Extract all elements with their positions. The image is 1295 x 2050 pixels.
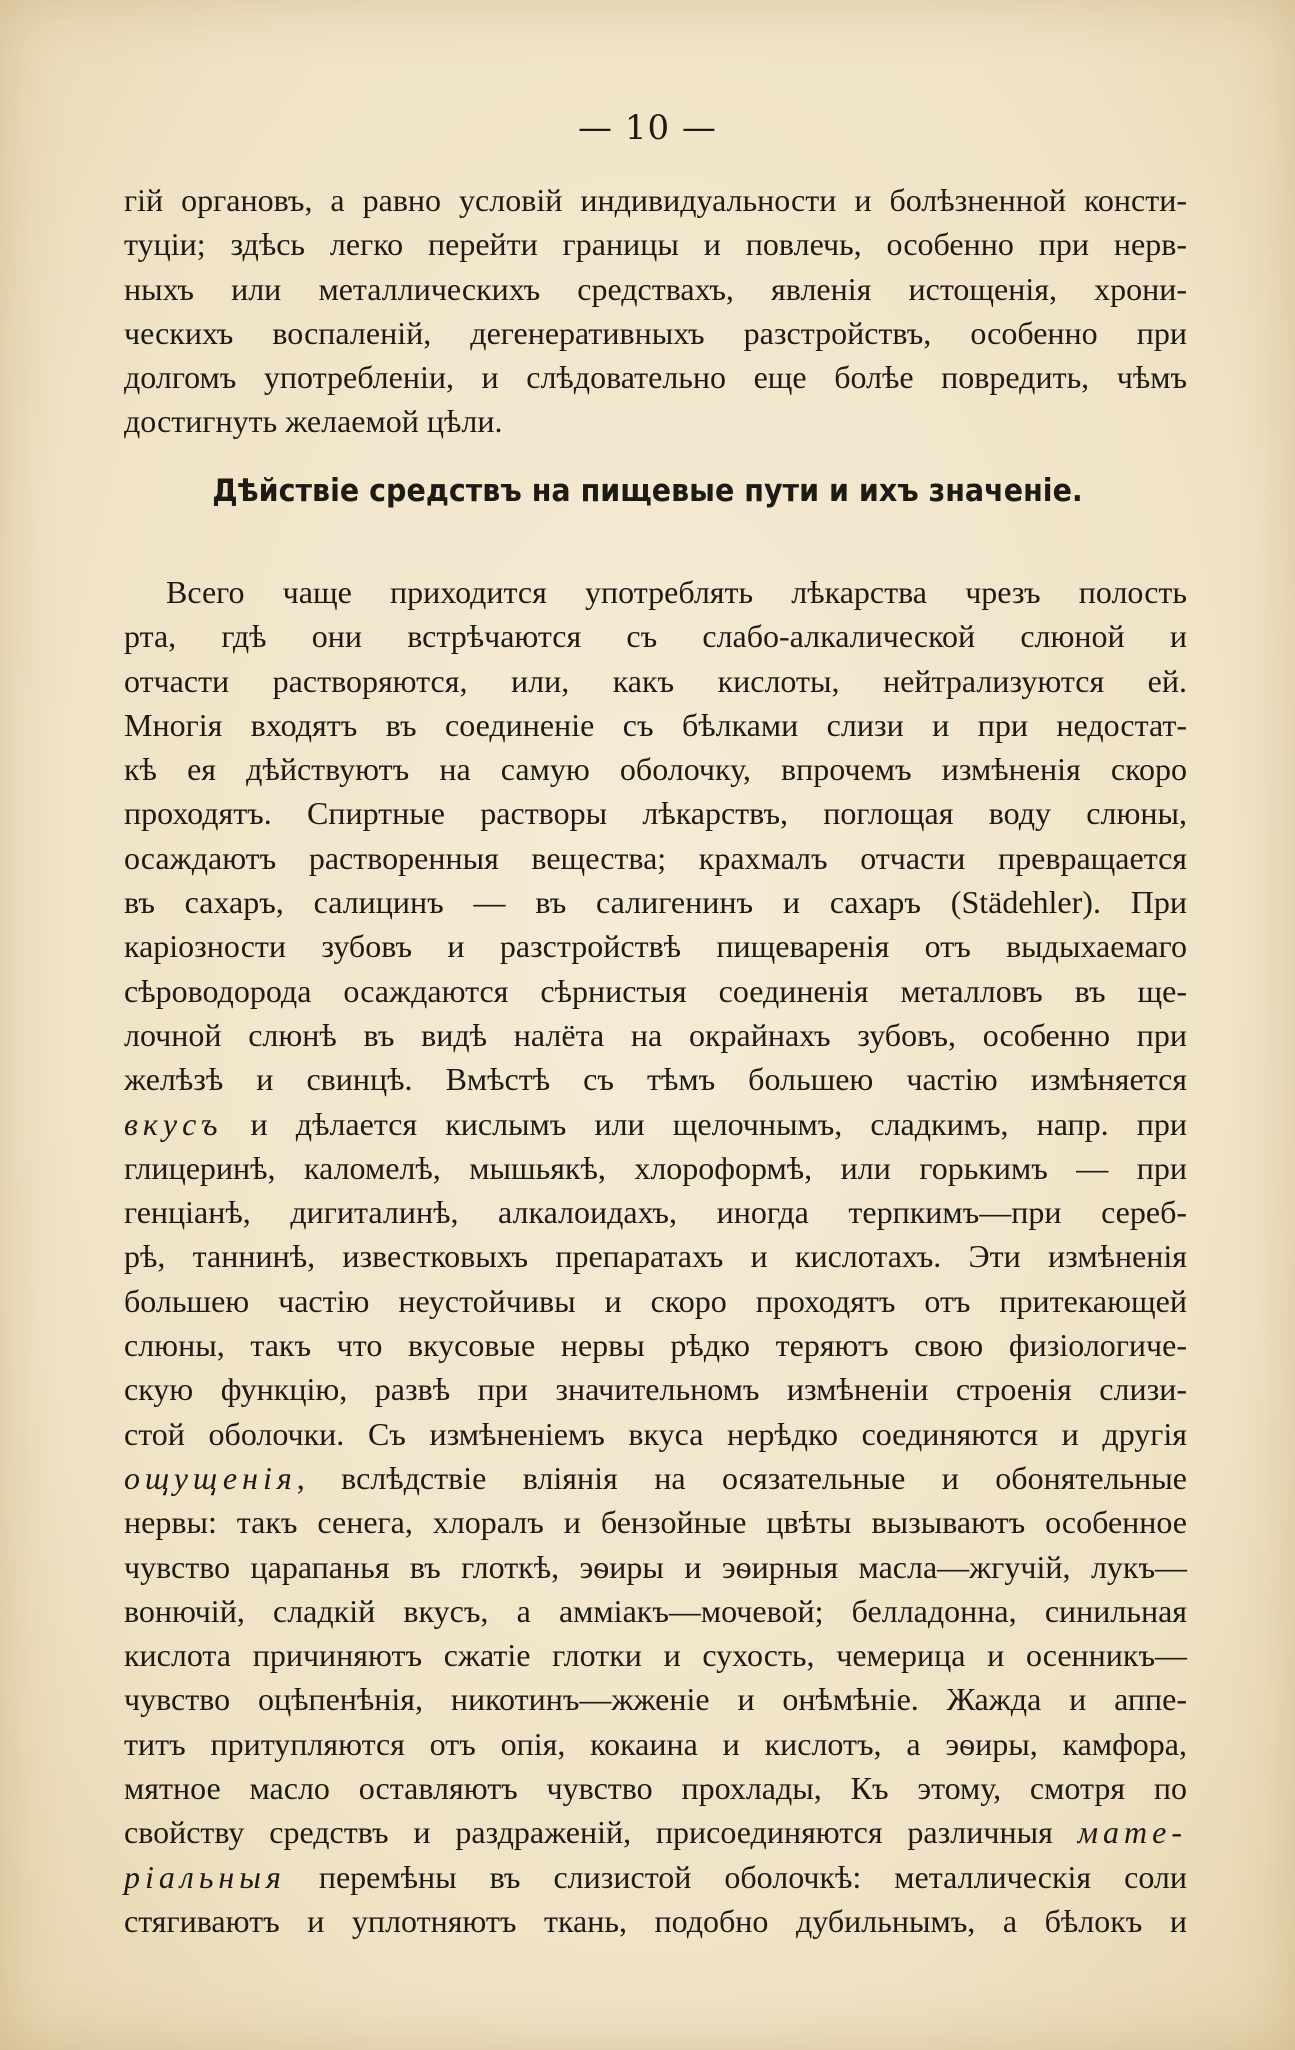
text-line	[124, 1810, 1187, 1854]
text-line: кѣ ея дѣйствуютъ на самую оболочку, впрочемъ измѣненія скоро	[124, 751, 1187, 788]
text-line: сѣроводорода осаждаются сѣрнистыя соединенія металловъ въ ще-	[124, 972, 1187, 1009]
text-line: рѣ, таннинѣ, известковыхъ препаратахъ и кислотахъ. Эти измѣненія	[124, 1238, 1187, 1275]
paragraph-2	[124, 570, 1187, 1943]
text-line: стой оболочки. Съ измѣненіемъ вкуса нерѣдко соединяются и другія	[124, 1415, 1187, 1452]
text-line: гій органовъ, а равно условій индивидуальности и болѣзненной консти-	[124, 182, 1187, 218]
text-span: свойству средствъ и раздраженій, присоединяются различныя	[124, 1814, 1078, 1851]
text-line: Всего чаще приходится употреблять лѣкарства чрезъ полость	[166, 574, 1187, 610]
text-line: ныхъ или металлическихъ средствахъ, явленія истощенія, хрони-	[124, 270, 1187, 307]
text-line: отчасти растворяются, или, какъ кислоты, нейтрализуются ей.	[124, 662, 1187, 699]
section-heading: Дѣйствіе средствъ на пищевые пути и ихъ значеніе.	[212, 473, 1083, 509]
text-line: генціанѣ, дигиталинѣ, алкалоидахъ, иногда терпкимъ—при сереб-	[124, 1194, 1187, 1231]
text-line	[124, 1102, 1187, 1146]
text-line: большею частію неустойчивы и скоро проходятъ отъ притекающей	[124, 1282, 1187, 1319]
emphasized-word: мате-	[1077, 1814, 1187, 1851]
emphasized-word: ощущенія	[124, 1459, 297, 1496]
text-line: Многія входятъ въ соединеніе съ бѣлками слизи и при недостат-	[124, 706, 1187, 743]
text-line: ческихъ воспаленій, дегенеративныхъ разстройствъ, особенно при	[124, 314, 1187, 351]
text-line	[124, 1456, 1187, 1500]
text-span: перемѣны въ слизистой оболочкѣ: металлическія соли	[285, 1858, 1187, 1895]
text-line	[124, 1855, 1187, 1899]
text-span: , вслѣдствіе вліянія на осязательные и обонятельные	[296, 1459, 1187, 1496]
paragraph-1	[124, 178, 1187, 444]
text-line: осаждаютъ растворенныя вещества; крахмалъ отчасти превращается	[124, 839, 1187, 876]
text-line: рта, гдѣ они встрѣчаются съ слабо-алкалической слюной и	[124, 618, 1187, 655]
text-line: туціи; здѣсь легко перейти границы и повлечь, особенно при нерв-	[124, 226, 1187, 263]
emphasized-word: ріальныя	[124, 1858, 286, 1895]
text-line: слюны, такъ что вкусовые нервы рѣдко теряютъ свою физіологиче-	[124, 1327, 1187, 1364]
text-line: вонючій, сладкій вкусъ, а амміакъ—мочевой; белладонна, синильная	[124, 1592, 1187, 1629]
text-line: каріозности зубовъ и разстройствѣ пищеваренія отъ выдыхаемаго	[124, 928, 1187, 965]
text-line: нервы: такъ сенега, хлоралъ и бензойные цвѣты вызываютъ особенное	[124, 1504, 1187, 1541]
text-line: долгомъ употребленіи, и слѣдовательно еще болѣе повредить, чѣмъ	[124, 359, 1187, 396]
text-line: чувство оцѣпенѣнія, никотинъ—жженіе и онѣмѣніе. Жажда и аппе-	[124, 1681, 1187, 1718]
text-line: скую функцію, развѣ при значительномъ измѣненіи строенія слизи-	[124, 1371, 1187, 1408]
text-line: лочной слюнѣ въ видѣ налёта на окрайнахъ зубовъ, особенно при	[124, 1016, 1187, 1053]
text-line: титъ притупляются отъ опія, кокаина и кислотъ, а эѳиры, камфора,	[124, 1725, 1187, 1762]
text-line: чувство царапанья въ глоткѣ, эѳиры и эѳирныя масла—жгучій, лукъ—	[124, 1548, 1187, 1585]
text-span: и дѣлается кислымъ или щелочнымъ, сладкимъ, напр. при	[222, 1105, 1187, 1142]
text-line: кислота причиняютъ сжатіе глотки и сухость, чемерица и осенникъ—	[124, 1637, 1187, 1674]
text-line: желѣзѣ и свинцѣ. Вмѣстѣ съ тѣмъ большею частію измѣняется	[124, 1061, 1187, 1098]
text-line: проходятъ. Спиртные растворы лѣкарствъ, поглощая воду слюны,	[124, 795, 1187, 832]
text-line: стягиваютъ и уплотняютъ ткань, подобно дубильнымъ, а бѣлокъ и	[124, 1902, 1187, 1939]
text-line: въ сахаръ, салицинъ — въ салигенинъ и сахаръ (Städehler). При	[124, 884, 1187, 921]
emphasized-word: вкусъ	[124, 1105, 223, 1142]
page-number: — 10 —	[578, 108, 717, 148]
text-line: глицеринѣ, каломелѣ, мышьякѣ, хлороформѣ, или горькимъ — при	[124, 1149, 1187, 1186]
text-line: мятное масло оставляютъ чувство прохлады, Къ этому, смотря по	[124, 1770, 1187, 1807]
text-line: достигнуть желаемой цѣли.	[124, 403, 503, 440]
